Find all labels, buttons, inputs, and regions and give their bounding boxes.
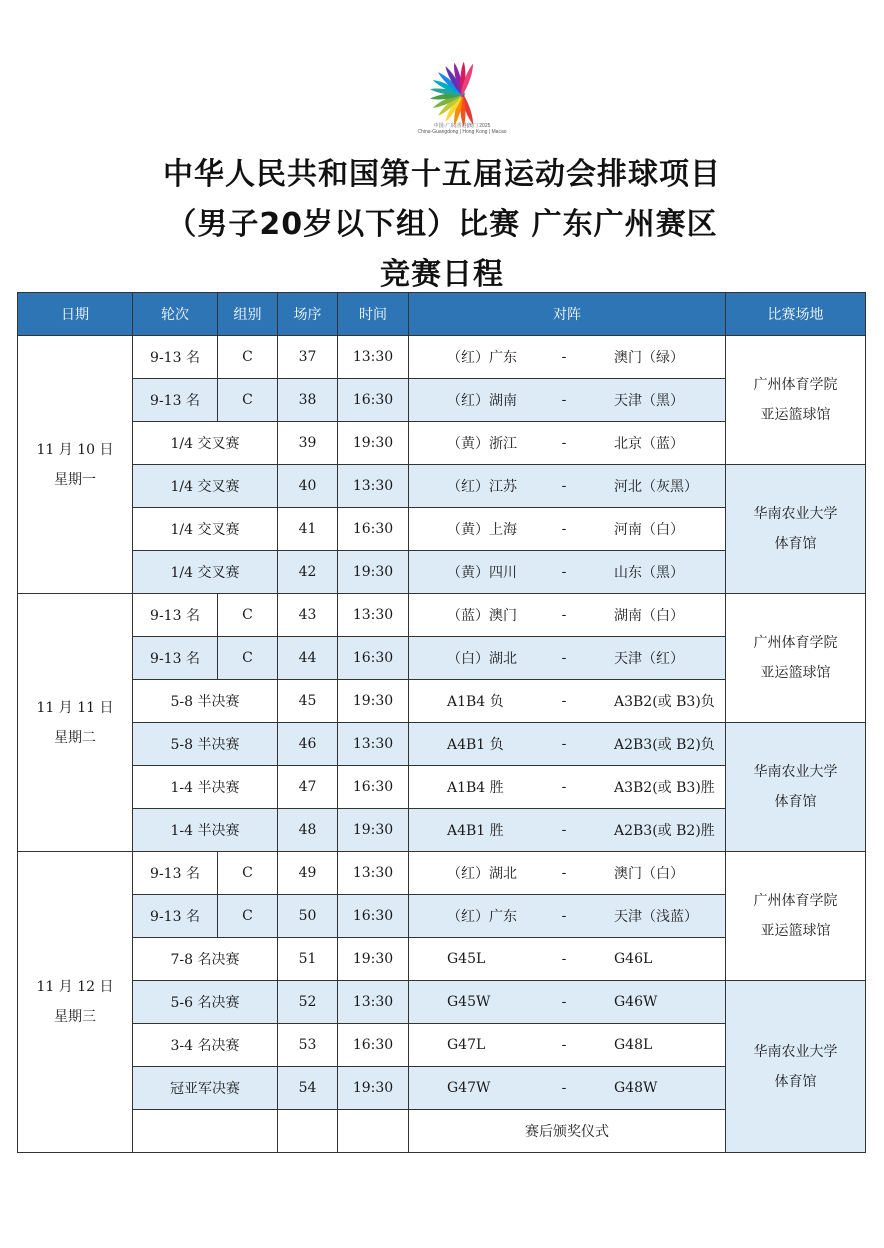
match-no-cell: 52 (278, 981, 338, 1024)
match-no-cell: 41 (278, 508, 338, 551)
match-no-cell: 47 (278, 766, 338, 809)
home-team: （红）江苏 (447, 479, 517, 495)
home-team: G47W (447, 1080, 491, 1096)
matchup-cell (409, 1024, 726, 1067)
home-team: （黄）浙江 (447, 436, 517, 452)
away-team: 山东（黑） (614, 565, 684, 581)
away-team: 湖南（白） (614, 608, 684, 624)
venue-name: 广州体育学院 (753, 635, 838, 651)
match-no-cell: 50 (278, 895, 338, 938)
home-team: （黄）四川 (447, 565, 517, 581)
venue-hall: 亚运篮球馆 (760, 407, 831, 423)
time-cell: 19:30 (338, 1067, 409, 1110)
time-cell: 19:30 (338, 938, 409, 981)
time-cell: 19:30 (338, 551, 409, 594)
vs-dash: - (561, 392, 567, 408)
round-cell: 1-4 半决赛 (133, 766, 278, 809)
away-team: 北京（蓝） (614, 436, 684, 452)
match-no-cell: 43 (278, 594, 338, 637)
matchup-cell (409, 551, 726, 594)
vs-dash: - (561, 650, 567, 666)
home-team: G47L (447, 1037, 486, 1053)
match-no-cell: 42 (278, 551, 338, 594)
vs-dash: - (561, 822, 567, 838)
round-cell: 1/4 交叉赛 (133, 508, 278, 551)
table-row (18, 723, 866, 766)
home-team: （红）广东 (447, 909, 517, 925)
vs-dash: - (561, 1037, 567, 1053)
round-cell: 7-8 名决赛 (133, 938, 278, 981)
round-cell: 3-4 名决赛 (133, 1024, 278, 1067)
away-team: A2B3(或 B2)胜 (614, 823, 715, 839)
matchup-cell (409, 938, 726, 981)
match-no-cell: 38 (278, 379, 338, 422)
away-team: 河北（灰黑） (614, 479, 698, 495)
venue-cell (726, 723, 866, 852)
home-team: A4B1 胜 (447, 823, 504, 839)
matchup-cell (409, 766, 726, 809)
venue-name: 华南农业大学 (753, 764, 838, 780)
group-cell: C (218, 895, 278, 938)
group-cell: C (218, 336, 278, 379)
round-cell: 冠亚军决赛 (133, 1067, 278, 1110)
venue-hall: 亚运篮球馆 (760, 665, 831, 681)
title-line-1: 中华人民共和国第十五届运动会排球项目 (163, 157, 721, 192)
header-matchup: 对阵 (409, 293, 726, 336)
logo-caption: 中国·广东|香港|澳门 2025 China·Guangdong | Hong Kong | Macao (417, 123, 507, 135)
away-team: A3B2(或 B3)胜 (614, 780, 715, 796)
vs-dash: - (561, 693, 567, 709)
home-team: A1B4 胜 (447, 780, 504, 796)
matchup-cell (409, 422, 726, 465)
matchup-cell (409, 895, 726, 938)
match-no-cell: 54 (278, 1067, 338, 1110)
away-team: A3B2(或 B3)负 (614, 694, 715, 710)
table-row (18, 852, 866, 895)
venue-hall: 体育馆 (774, 536, 817, 552)
match-no-cell: 51 (278, 938, 338, 981)
home-team: （黄）上海 (447, 522, 517, 538)
round-cell: 9-13 名 (133, 336, 218, 379)
time-cell: 16:30 (338, 766, 409, 809)
games-logo (424, 56, 500, 132)
venue-cell (726, 465, 866, 594)
round-cell: 5-8 半决赛 (133, 680, 278, 723)
away-team: A2B3(或 B2)负 (614, 737, 715, 753)
group-cell: C (218, 852, 278, 895)
header-venue: 比赛场地 (726, 293, 866, 336)
header-date: 日期 (18, 293, 133, 336)
round-cell: 9-13 名 (133, 852, 218, 895)
date-text: 11 月 11 日 (36, 699, 114, 716)
table-row (18, 594, 866, 637)
venue-name: 华南农业大学 (753, 1043, 838, 1060)
title-line-2: （男子20岁以下组）比赛 广东广州赛区 (166, 207, 718, 242)
empty-cell (338, 1110, 409, 1153)
away-team: G48W (614, 1080, 658, 1096)
vs-dash: - (561, 994, 567, 1010)
home-team: G45L (447, 951, 486, 967)
vs-dash: - (561, 951, 567, 967)
venue-name: 华南农业大学 (753, 506, 838, 522)
home-team: （红）广东 (447, 350, 517, 366)
matchup-cell (409, 637, 726, 680)
matchup-cell (409, 1067, 726, 1110)
round-cell: 9-13 名 (133, 637, 218, 680)
time-cell: 19:30 (338, 809, 409, 852)
home-team: A4B1 负 (447, 737, 504, 753)
matchup-cell (409, 508, 726, 551)
date-cell (18, 594, 133, 852)
time-cell: 16:30 (338, 637, 409, 680)
group-cell: C (218, 379, 278, 422)
venue-hall: 体育馆 (774, 794, 817, 810)
matchup-cell (409, 336, 726, 379)
venue-hall: 亚运篮球馆 (760, 923, 831, 939)
match-no-cell: 44 (278, 637, 338, 680)
away-team: 澳门（白） (614, 866, 684, 882)
matchup-cell (409, 809, 726, 852)
matchup-cell (409, 723, 726, 766)
away-team: G48L (614, 1037, 653, 1053)
vs-dash: - (561, 736, 567, 752)
home-team: G45W (447, 994, 491, 1010)
time-cell: 16:30 (338, 508, 409, 551)
venue-cell (726, 981, 866, 1153)
match-no-cell: 40 (278, 465, 338, 508)
away-team: 河南（白） (614, 522, 684, 538)
away-team: G46W (614, 994, 658, 1010)
matchup-cell (409, 379, 726, 422)
away-team: 天津（红） (614, 651, 684, 667)
match-no-cell: 45 (278, 680, 338, 723)
matchup-cell (409, 465, 726, 508)
time-cell: 13:30 (338, 723, 409, 766)
home-team: （蓝）澳门 (447, 608, 517, 624)
match-no-cell: 49 (278, 852, 338, 895)
venue-cell (726, 336, 866, 465)
header-match-no: 场序 (278, 293, 338, 336)
weekday-text: 星期一 (54, 471, 96, 488)
round-cell: 9-13 名 (133, 379, 218, 422)
away-team: 天津（浅蓝） (614, 909, 698, 925)
page-title (0, 150, 884, 300)
venue-cell (726, 852, 866, 981)
round-cell: 1/4 交叉赛 (133, 551, 278, 594)
time-cell: 13:30 (338, 465, 409, 508)
vs-dash: - (561, 607, 567, 623)
home-team: （红）湖北 (447, 866, 517, 882)
away-team: 澳门（绿） (614, 350, 684, 366)
vs-dash: - (561, 908, 567, 924)
time-cell: 13:30 (338, 594, 409, 637)
round-cell: 9-13 名 (133, 895, 218, 938)
match-no-cell: 46 (278, 723, 338, 766)
venue-hall: 体育馆 (774, 1073, 817, 1090)
date-text: 11 月 12 日 (36, 979, 114, 995)
round-cell: 1/4 交叉赛 (133, 465, 278, 508)
time-cell: 16:30 (338, 895, 409, 938)
time-cell: 16:30 (338, 1024, 409, 1067)
vs-dash: - (561, 521, 567, 537)
vs-dash: - (561, 564, 567, 580)
weekday-text: 星期三 (54, 1009, 96, 1025)
empty-cell (278, 1110, 338, 1153)
match-no-cell: 39 (278, 422, 338, 465)
time-cell: 16:30 (338, 379, 409, 422)
matchup-cell (409, 852, 726, 895)
group-cell: C (218, 594, 278, 637)
vs-dash: - (561, 435, 567, 451)
home-team: A1B4 负 (447, 694, 504, 710)
match-no-cell: 48 (278, 809, 338, 852)
away-team: 天津（黑） (614, 393, 684, 409)
header-time: 时间 (338, 293, 409, 336)
table-row (18, 336, 866, 379)
header-group: 组别 (218, 293, 278, 336)
round-cell: 1-4 半决赛 (133, 809, 278, 852)
empty-cell (133, 1110, 278, 1153)
time-cell: 19:30 (338, 422, 409, 465)
header-round: 轮次 (133, 293, 218, 336)
weekday-text: 星期二 (54, 729, 96, 746)
table-row (18, 981, 866, 1024)
ceremony-cell: 赛后颁奖仪式 (409, 1110, 726, 1153)
time-cell: 13:30 (338, 852, 409, 895)
time-cell: 19:30 (338, 680, 409, 723)
match-no-cell: 53 (278, 1024, 338, 1067)
round-cell: 9-13 名 (133, 594, 218, 637)
home-team: （白）湖北 (447, 651, 517, 667)
round-cell: 5-6 名决赛 (133, 981, 278, 1024)
home-team: （红）湖南 (447, 393, 517, 409)
title-line-3: 竞赛日程 (380, 257, 504, 292)
matchup-cell (409, 680, 726, 723)
date-cell (18, 852, 133, 1153)
group-cell: C (218, 637, 278, 680)
vs-dash: - (561, 779, 567, 795)
round-cell: 1/4 交叉赛 (133, 422, 278, 465)
vs-dash: - (561, 865, 567, 881)
vs-dash: - (561, 478, 567, 494)
time-cell: 13:30 (338, 981, 409, 1024)
matchup-cell (409, 594, 726, 637)
match-no-cell: 37 (278, 336, 338, 379)
date-cell (18, 336, 133, 594)
matchup-cell (409, 981, 726, 1024)
vs-dash: - (561, 1080, 567, 1096)
date-text: 11 月 10 日 (36, 441, 114, 458)
venue-name: 广州体育学院 (753, 893, 838, 909)
table-row (18, 465, 866, 508)
venue-name: 广州体育学院 (753, 377, 838, 393)
time-cell: 13:30 (338, 336, 409, 379)
schedule-table (17, 292, 866, 1153)
vs-dash: - (561, 349, 567, 365)
round-cell: 5-8 半决赛 (133, 723, 278, 766)
venue-cell (726, 594, 866, 723)
away-team: G46L (614, 951, 653, 967)
